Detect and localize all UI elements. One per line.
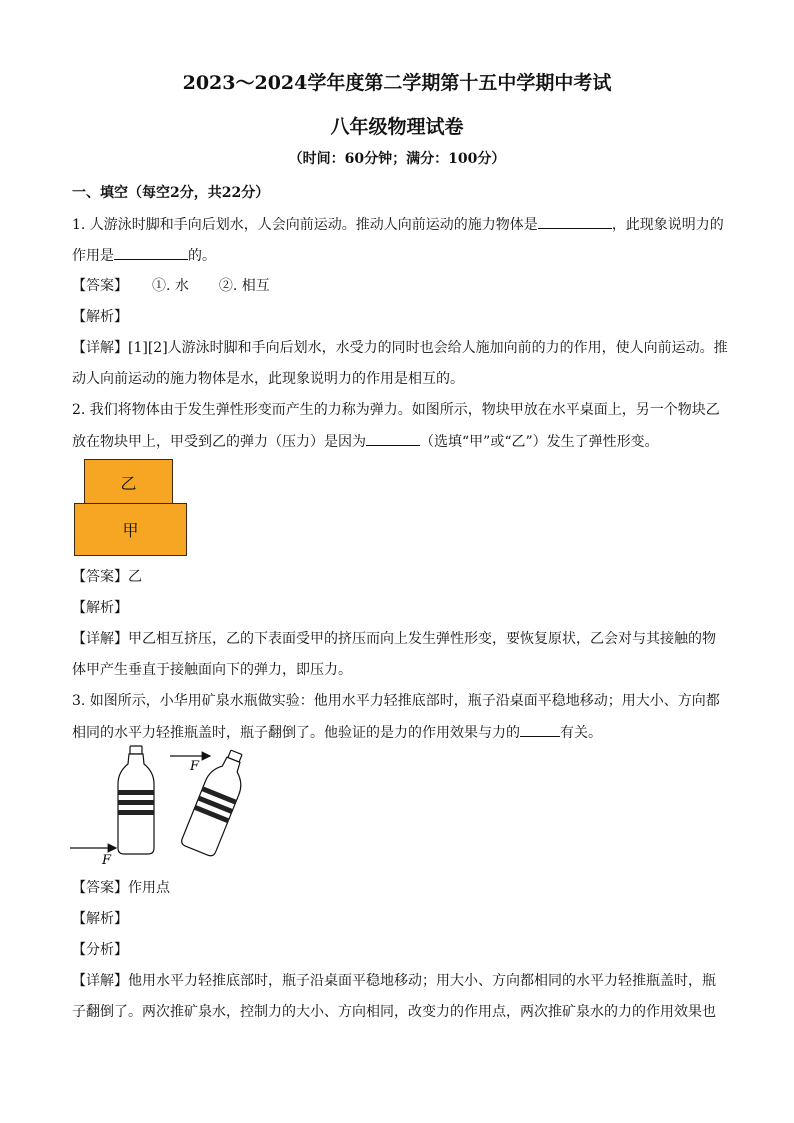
answer-tag: 【答案】	[72, 880, 128, 896]
upright-bottle	[118, 746, 154, 854]
q2-analysis-tag: 【解析】	[72, 600, 128, 616]
q2-answer-value: 乙	[128, 569, 142, 585]
q3-text-b: 有关。	[560, 725, 602, 741]
bottles-figure	[66, 744, 256, 868]
q3-detail-text1: 他用水平力轻推底部时，瓶子沿桌面平稳地移动；用大小、方向都相同的水平力轻推瓶盖时，瓶	[128, 973, 716, 989]
q1-option-1: ①. 水	[152, 278, 189, 294]
q1-text-a: 1. 人游泳时脚和手向后划水，人会向前运动。推动人向前运动的施力物体是	[72, 217, 538, 233]
answer-tag: 【答案】	[72, 569, 128, 585]
q1-answer	[72, 276, 732, 296]
q3-fenxi-tag: 【分析】	[72, 942, 128, 958]
force-label-bottom: F	[102, 853, 112, 868]
q2-text-b: （选填“甲”或“乙”）发生了弹性形变。	[420, 434, 659, 450]
q2-line2	[72, 431, 732, 452]
q1-analysis-tag: 【解析】	[72, 309, 128, 325]
block-yi	[84, 459, 173, 505]
q2-line1: 2. 我们将物体由于发生弹性形变而产生的力称为弹力。如图所示，物块甲放在水平桌面上，另一个物块乙	[72, 402, 720, 418]
q3-text-a: 相同的水平力轻推瓶盖时，瓶子翻倒了。他验证的是力的作用效果与力的	[72, 725, 520, 741]
q3-detail-line1	[72, 971, 732, 991]
force-label-top: F	[190, 759, 200, 774]
q2-blank[interactable]	[366, 431, 420, 446]
q2-detail-text1: 甲乙相互挤压，乙的下表面受甲的挤压而向上发生弹性形变，要恢复原状，乙会对与其接触的物	[128, 631, 716, 647]
exam-title: 2023～2024学年度第二学期第十五中学期中考试	[182, 72, 612, 94]
q1-detail-line2: 动人向前运动的施力物体是水，此现象说明力的作用是相互的。	[72, 371, 464, 387]
q3-blank[interactable]	[520, 722, 560, 737]
block-yi-label: 乙	[120, 473, 137, 493]
q1-blank-2[interactable]	[114, 245, 188, 260]
q2-text-a: 放在物块甲上，甲受到乙的弹力（压力）是因为	[72, 434, 366, 450]
q3-analysis-tag: 【解析】	[72, 911, 128, 927]
q1-detail-line1	[72, 338, 732, 358]
q1-option-2: ②. 相互	[218, 278, 270, 294]
q1-line2	[72, 245, 732, 266]
detail-tag: 【详解】	[72, 973, 128, 989]
block-jia-label: 甲	[122, 521, 139, 540]
detail-tag: 【详解】	[72, 340, 128, 356]
q1-text-b: ，此现象说明力的	[611, 217, 724, 233]
q1-text-d: 的。	[188, 248, 216, 264]
q3-line2	[72, 722, 732, 743]
q1-blank-1[interactable]	[538, 214, 612, 229]
q1-text-c: 作用是	[72, 248, 114, 264]
q2-detail-line1	[72, 629, 732, 649]
q3-answer-value: 作用点	[128, 880, 170, 896]
q3-answer	[72, 878, 732, 898]
section-heading: 一、填空（每空2分，共22分）	[72, 185, 270, 201]
exam-subtitle: 八年级物理试卷	[330, 116, 464, 138]
answer-tag: 【答案】	[72, 278, 128, 294]
q1-line1	[72, 214, 732, 235]
exam-info: （时间：60分钟；满分：100分）	[288, 151, 506, 167]
q2-detail-line2: 体甲产生垂直于接触面向下的弹力，即压力。	[72, 662, 352, 678]
q3-detail-line2: 子翻倒了。两次推矿泉水，控制力的大小、方向相同，改变力的作用点，两次推矿泉水的力的作用效果也	[72, 1004, 716, 1020]
q1-detail-text1: [1][2]人游泳时脚和手向后划水，水受力的同时也会给人施加向前的力的作用，使人向前运动。推	[128, 340, 728, 356]
q3-line1: 3. 如图所示，小华用矿泉水瓶做实验：他用水平力轻推底部时，瓶子沿桌面平稳地移动；用大小、方向都	[72, 693, 720, 709]
detail-tag: 【详解】	[72, 631, 128, 647]
block-jia	[74, 503, 187, 556]
q2-answer	[72, 567, 732, 587]
